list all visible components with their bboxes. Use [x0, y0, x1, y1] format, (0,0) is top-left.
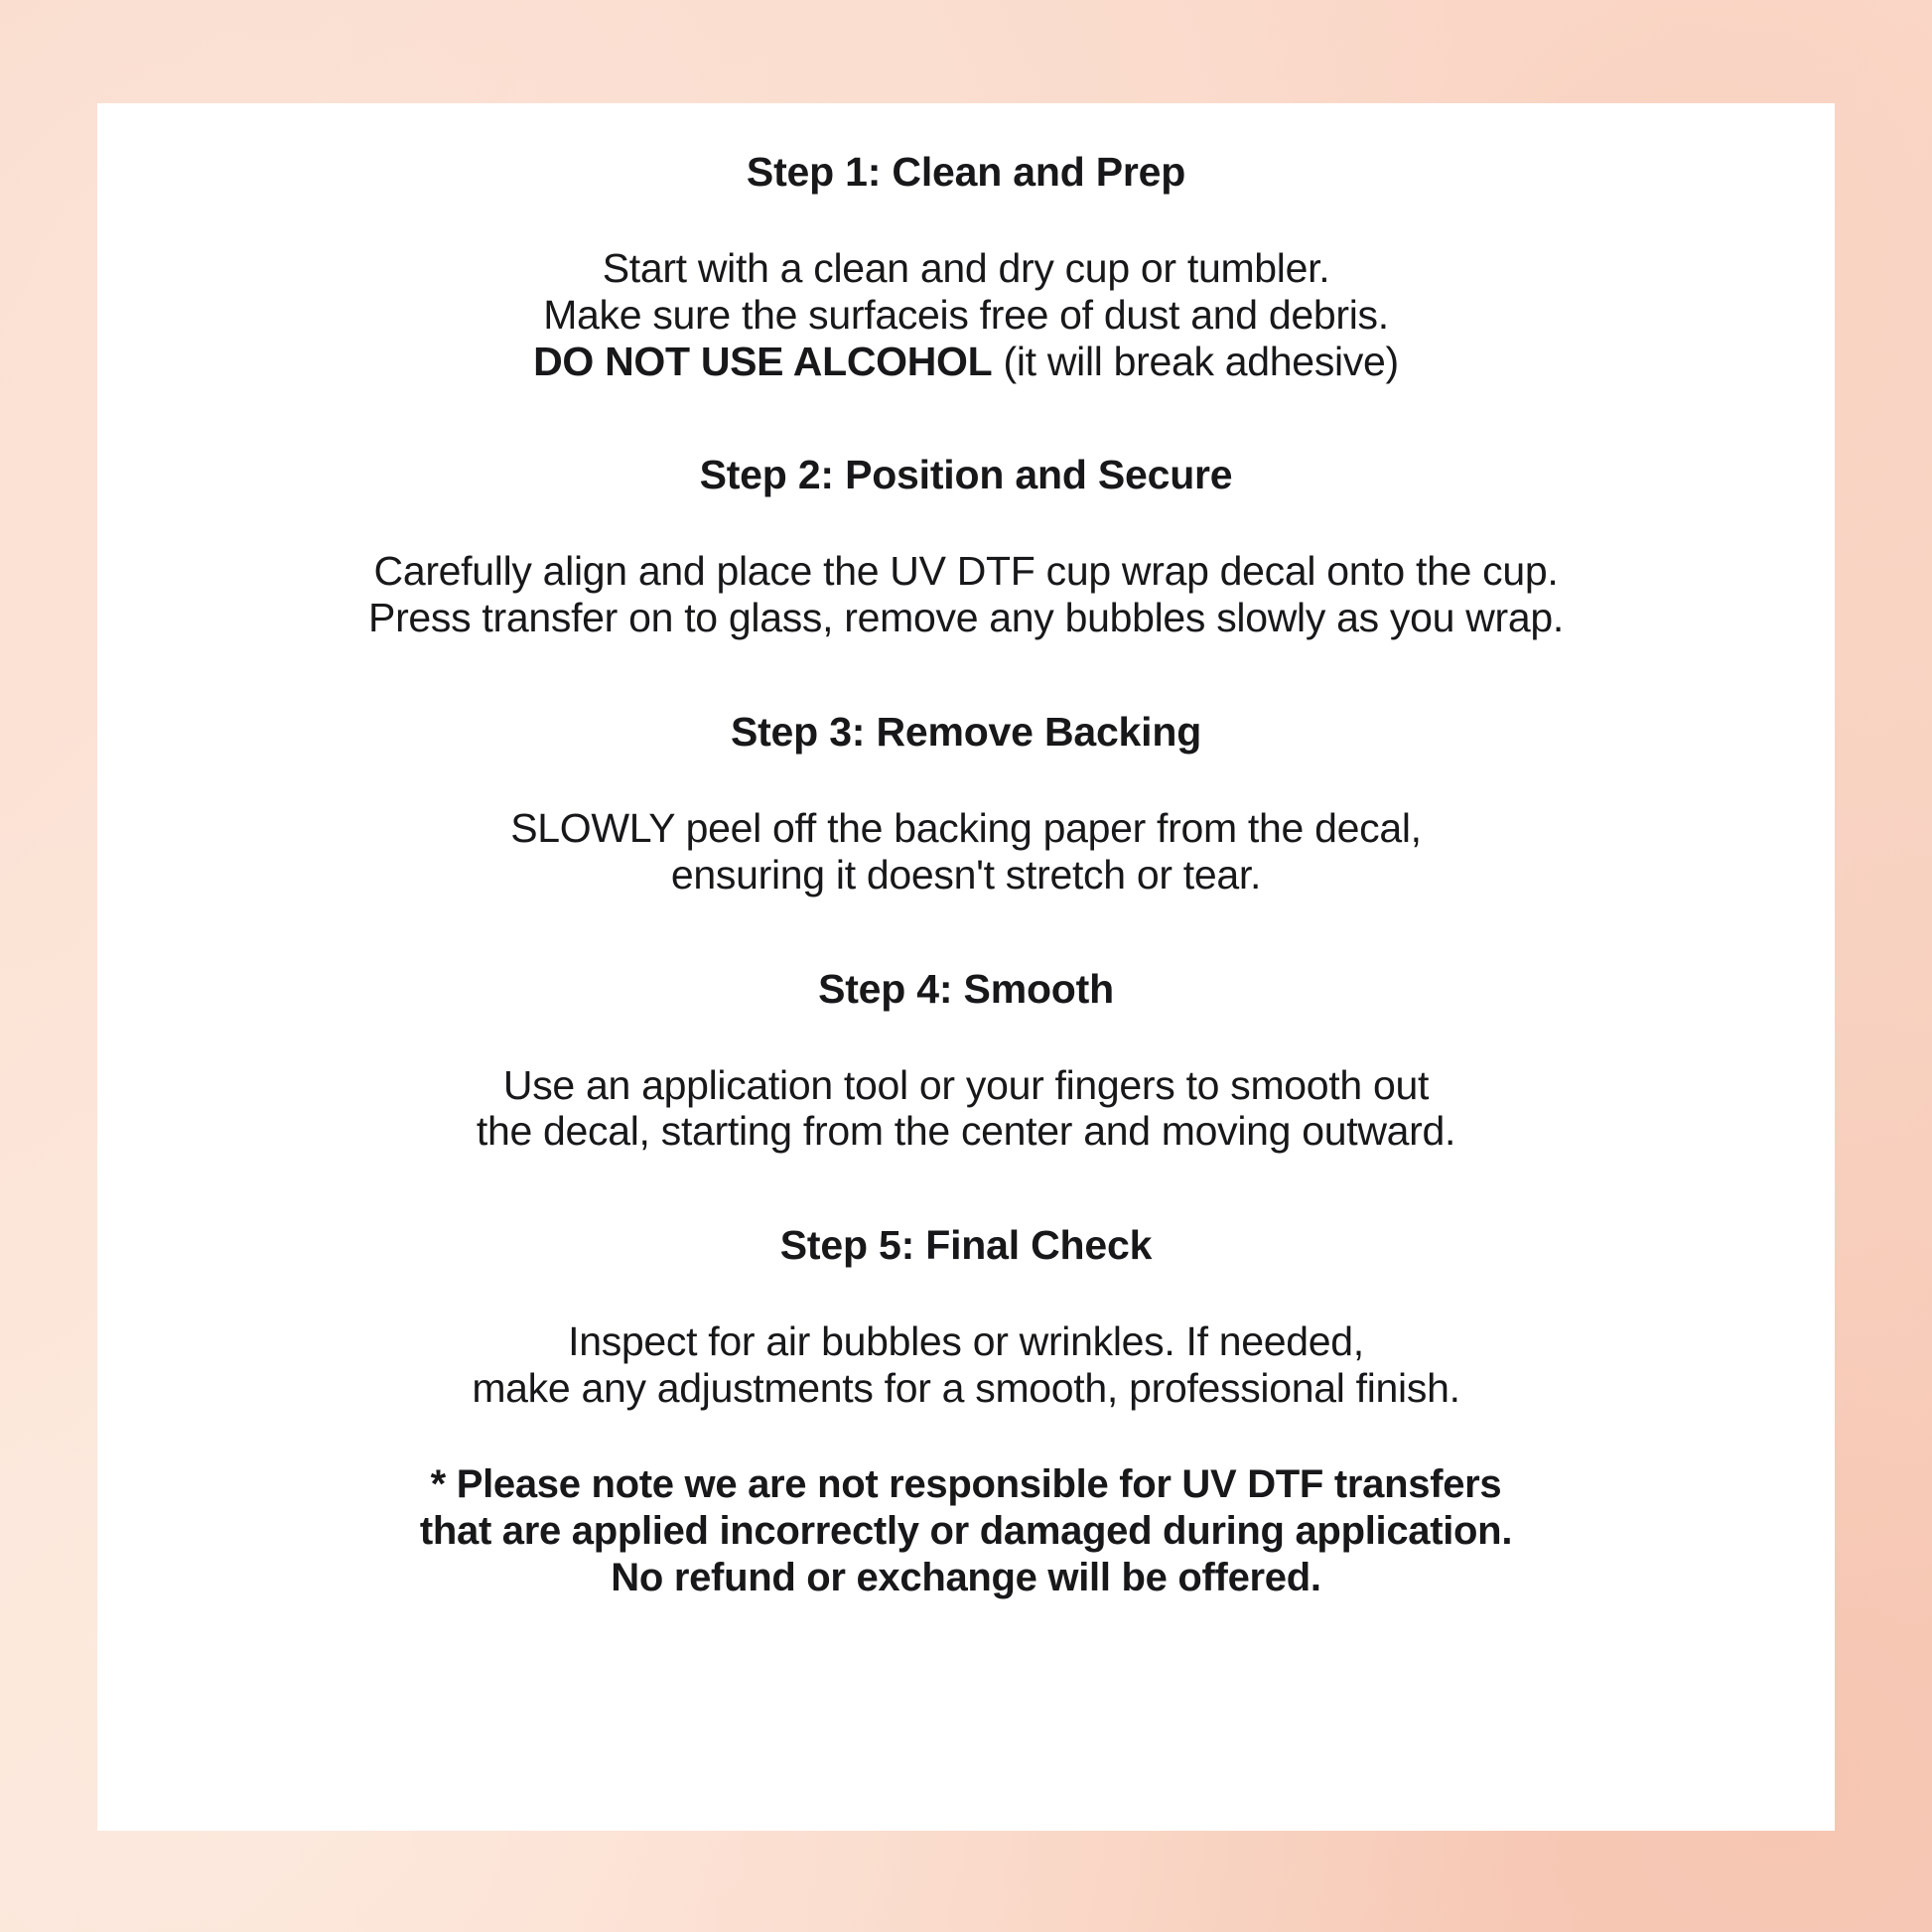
step-4-line-1: Use an application tool or your fingers to smooth out	[502, 1061, 1430, 1108]
step-3-title: Step 3: Remove Backing	[730, 708, 1202, 755]
disclaimer-line-2: that are applied incorrectly or damaged during application.	[419, 1508, 1513, 1553]
step-2-body	[157, 548, 1775, 640]
spacer	[157, 498, 1775, 548]
step-5-line-2: make any adjustments for a smooth, professional finish.	[472, 1365, 1460, 1412]
step-1-body	[157, 245, 1775, 384]
step-2-title: Step 2: Position and Secure	[699, 452, 1233, 498]
instructions-card	[97, 103, 1835, 1831]
step-4-body	[157, 1062, 1775, 1155]
step-1-line-1: Start with a clean and dry cup or tumbler.	[602, 245, 1330, 292]
step-1-line-2: Make sure the surfaceis free of dust and debris.	[543, 291, 1389, 338]
instructions-content	[157, 149, 1775, 1601]
spacer	[157, 1013, 1775, 1062]
spacer	[157, 196, 1775, 245]
step-5-body	[157, 1318, 1775, 1411]
step-1-title: Step 1: Clean and Prep	[746, 149, 1186, 195]
disclaimer-note	[157, 1461, 1775, 1602]
step-5-title: Step 5: Final Check	[779, 1222, 1153, 1269]
step-2-line-1: Carefully align and place the UV DTF cup wrap decal onto the cup.	[373, 548, 1559, 595]
alcohol-warning-rest: (it will break adhesive)	[992, 338, 1399, 384]
spacer	[157, 898, 1775, 966]
spacer	[157, 1269, 1775, 1318]
step-3-line-2: ensuring it doesn't stretch or tear.	[670, 851, 1262, 897]
spacer	[157, 1412, 1775, 1461]
step-3-line-1: SLOWLY peel off the backing paper from the decal,	[510, 805, 1422, 852]
spacer	[157, 756, 1775, 805]
disclaimer-line-1: * Please note we are not responsible for UV DTF transfers	[430, 1461, 1502, 1506]
step-4-line-2: the decal, starting from the center and moving outward.	[476, 1108, 1456, 1155]
step-3-body	[157, 805, 1775, 897]
spacer	[157, 1155, 1775, 1222]
step-2-line-2: Press transfer on to glass, remove any bubbles slowly as you wrap.	[368, 595, 1564, 641]
spacer	[157, 641, 1775, 709]
step-4-title: Step 4: Smooth	[818, 965, 1114, 1012]
spacer	[157, 384, 1775, 452]
alcohol-warning-strong: DO NOT USE ALCOHOL	[533, 338, 993, 384]
step-5-line-1: Inspect for air bubbles or wrinkles. If needed,	[568, 1318, 1364, 1365]
step-1-line-3	[157, 339, 1775, 385]
disclaimer-line-3: No refund or exchange will be offered.	[611, 1556, 1321, 1600]
